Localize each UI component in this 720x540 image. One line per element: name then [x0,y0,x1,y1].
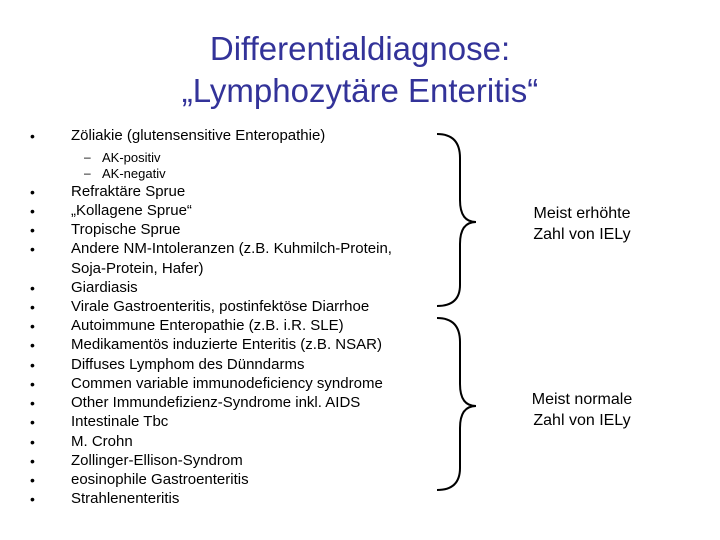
bullet: • [30,395,35,411]
note-normale-line-1: Meist normale [531,391,633,408]
list-item-cvid: Commen variable immunodeficiency syndrome [71,375,383,392]
subitem-ak-positiv: AK-positiv [102,150,161,165]
title-line-1: Differentialdiagnose: [209,30,511,67]
list-item-eosinophile-gastroenteritis: eosinophile Gastroenteritis [71,471,249,488]
bullet: • [30,318,35,334]
bullet: • [30,280,35,296]
bullet: • [30,453,35,469]
list-item-medikamentoese-enteritis: Medikamentös induzierte Enteritis (z.B. NSAR) [71,336,382,353]
list-item-immundefizienz: Other Immundefizienz-Syndrome inkl. AIDS [71,394,361,411]
bullet: • [30,203,35,219]
upper-brace [437,134,476,306]
title-line-2: „Lymphozytäre Enteritis“ [181,72,539,109]
bullet: • [30,184,35,200]
bullet: • [30,434,35,450]
bullet: • [30,376,35,392]
list-item-nm-intoleranzen-cont: Soja-Protein, Hafer) [71,260,204,277]
note-erhoehte-iely [522,203,642,245]
list-item-zoeliakie: Zöliakie (glutensensitive Enteropathie) [71,127,326,144]
dash: – [84,150,91,164]
bullet: • [30,414,35,430]
bullet: • [30,357,35,373]
bullet: • [30,241,35,257]
list-item-virale-gastroenteritis: Virale Gastroenteritis, postinfektöse Diarrhoe [71,298,370,315]
bullet: • [30,491,35,507]
subitem-ak-negativ: AK-negativ [102,166,166,181]
bullet: • [30,299,35,315]
bullet: • [30,337,35,353]
dash: – [84,166,91,180]
note-normale-line-2: Zahl von IELy [533,412,631,429]
list-item-giardiasis: Giardiasis [71,279,138,296]
list-item-nm-intoleranzen: Andere NM-Intoleranzen (z.B. Kuhmilch-Protein, [71,240,392,257]
bullet: • [30,472,35,488]
list-item-refraktaere-sprue: Refraktäre Sprue [71,183,186,200]
list-item-m-crohn: M. Crohn [71,433,133,450]
list-item-autoimmune-enteropathie: Autoimmune Enteropathie (z.B. i.R. SLE) [71,317,344,334]
list-item-tropische-sprue: Tropische Sprue [71,221,181,238]
note-normale-iely [522,389,642,431]
note-erhoehte-line-1: Meist erhöhte [533,205,631,222]
list-item-kollagene-sprue: „Kollagene Sprue“ [71,202,192,219]
note-erhoehte-line-2: Zahl von IELy [533,226,631,243]
list-item-zollinger-ellison: Zollinger-Ellison-Syndrom [71,452,243,469]
bullet: • [30,222,35,238]
list-item-lymphom: Diffuses Lymphom des Dünndarms [71,356,305,373]
list-item-intestinale-tbc: Intestinale Tbc [71,413,169,430]
list-item-strahlenenteritis: Strahlenenteritis [71,490,180,507]
bullet: • [30,128,35,144]
lower-brace [437,318,476,490]
